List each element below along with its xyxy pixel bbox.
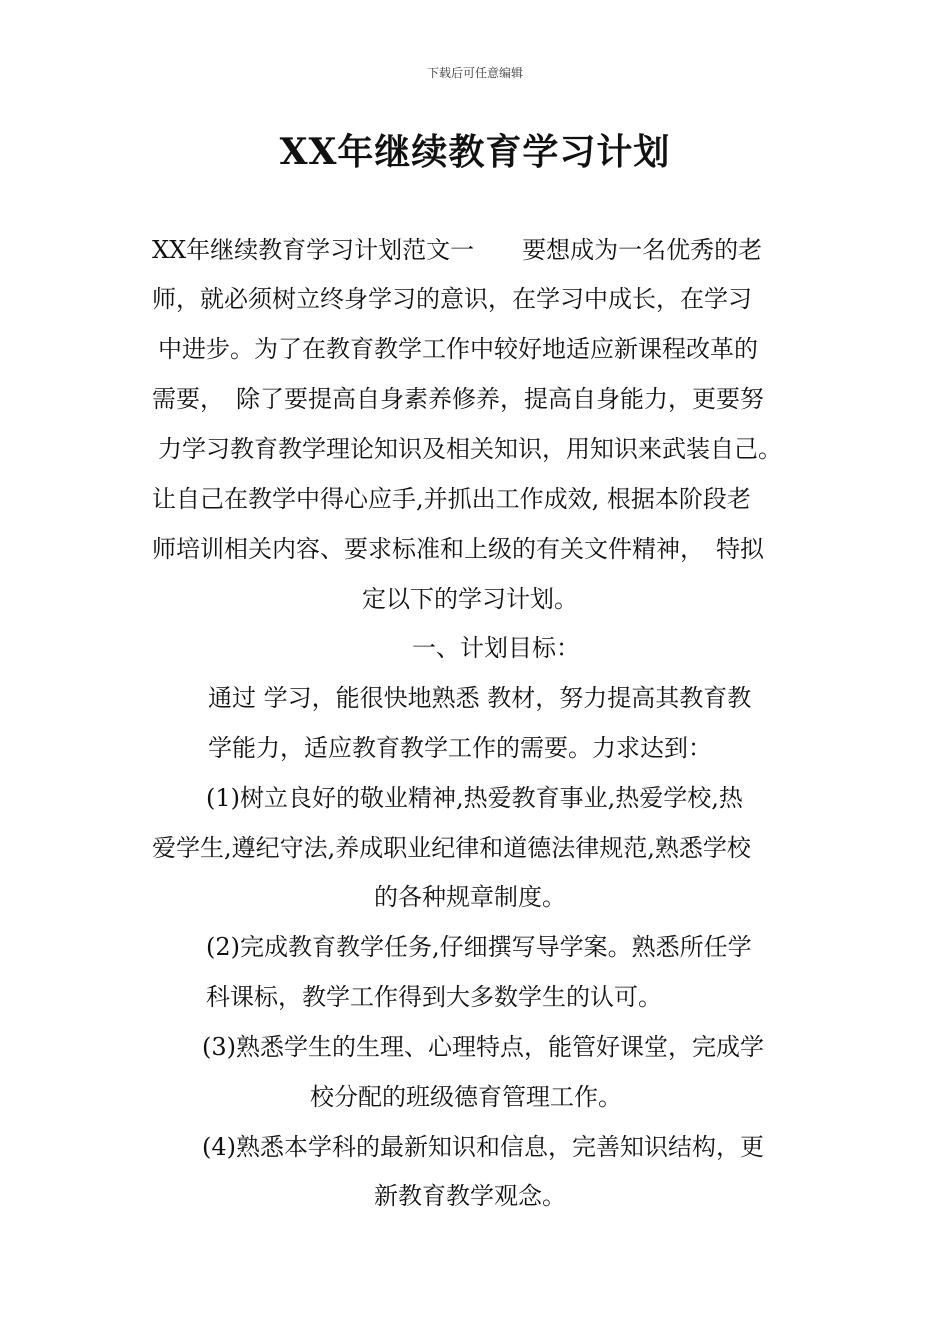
header-note: 下载后可任意编辑: [426, 66, 523, 80]
section-heading: 一、计划目标：: [412, 634, 580, 662]
body-line: XX年继续教育学习计划范文一 要想成为一名优秀的老: [152, 236, 763, 264]
body-line: 中进步。为了在教育教学工作中较好地适应新课程改革的: [158, 335, 758, 363]
list-item: (1)树立良好的敬业精神,热爱教育事业,热爱学校,热: [206, 784, 743, 812]
body-line: 定以下的学习计划。: [362, 585, 578, 613]
document-title: XX年继续教育学习计划: [279, 131, 671, 173]
body-line: 通过 学习，能很快地熟悉 教材，努力提高其教育教: [208, 684, 752, 712]
list-item: 科课标，教学工作得到大多数学生的认可。: [206, 983, 662, 1011]
list-item: 校分配的班级德育管理工作。: [310, 1083, 622, 1111]
list-item: 爱学生,遵纪守法,养成职业纪律和道德法律规范,熟悉学校: [152, 834, 751, 862]
body-line: 力学习教育教学理论知识及相关知识，用知识来武装自己。: [158, 435, 782, 463]
list-item: 的各种规章制度。: [374, 883, 566, 911]
list-item: (4)熟悉本学科的最新知识和信息，完善知识结构，更: [202, 1133, 764, 1161]
list-item: (3)熟悉学生的生理、心理特点，能管好课堂，完成学: [202, 1033, 764, 1061]
body-line: 学能力，适应教育教学工作的需要。力求达到：: [208, 734, 712, 762]
body-line: 让自己在教学中得心应手,并抓出工作成效, 根据本阶段老: [152, 485, 751, 513]
list-item: (2)完成教育教学任务,仔细撰写导学案。熟悉所任学: [206, 933, 752, 961]
body-line: 师，就必须树立终身学习的意识，在学习中成长，在学习: [152, 285, 752, 313]
body-line: 需要， 除了要提高自身素养修养，提高自身能力，更要努: [152, 385, 764, 413]
list-item: 新教育教学观念。: [374, 1182, 566, 1210]
body-line: 师培训相关内容、要求标准和上级的有关文件精神， 特拟: [152, 535, 764, 563]
